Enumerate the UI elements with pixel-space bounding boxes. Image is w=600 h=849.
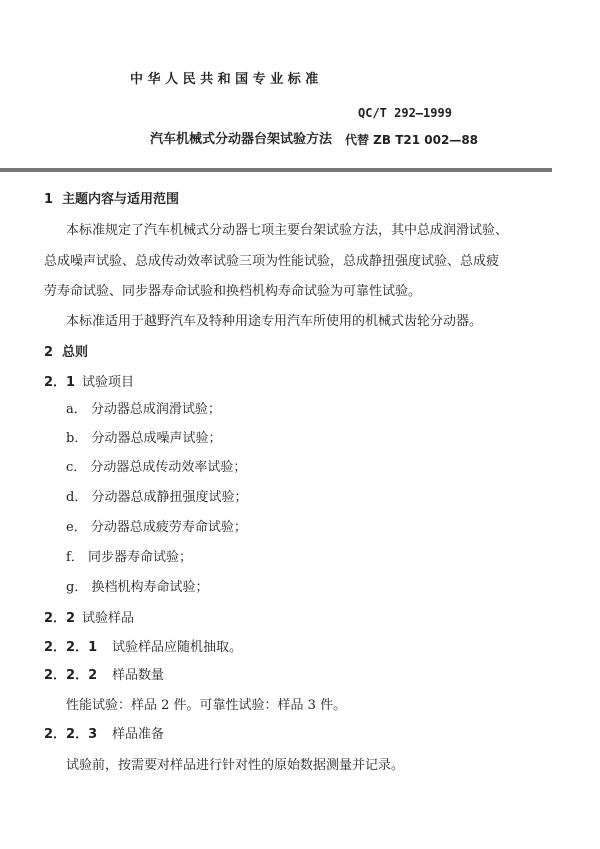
list-text: 分动器总成静扭强度试验； xyxy=(91,490,248,505)
section-1-number: 1 xyxy=(44,192,54,207)
replaces-note: 代替 ZB T21 002—88 xyxy=(345,133,479,147)
list-item xyxy=(66,520,247,536)
section-2-2-3-title: 样品准备 xyxy=(112,727,165,742)
section-2-number: 2 xyxy=(44,345,54,360)
section-2-2-1-title: 试验样品应随机抽取。 xyxy=(112,640,243,655)
list-label: a． xyxy=(66,402,87,417)
list-label: e． xyxy=(66,520,87,535)
paragraph-line: 总成噪声试验、总成传动效率试验三项为性能试验，总成静扭强度试验、总成疲 xyxy=(44,254,500,269)
list-item xyxy=(66,431,221,447)
section-2-2-2-number: 2．2．2 xyxy=(44,668,98,683)
section-2-2-number: 2．2 xyxy=(44,611,76,626)
list-item xyxy=(66,402,221,418)
section-2-2-2-title: 样品数量 xyxy=(112,668,165,683)
section-2-2-3-number: 2．2．3 xyxy=(44,727,98,742)
list-text: 分动器总成润滑试验； xyxy=(90,402,221,417)
section-1-title: 主题内容与适用范围 xyxy=(62,192,180,207)
list-item xyxy=(66,490,247,506)
list-text: 分动器总成噪声试验； xyxy=(91,431,222,446)
list-label: c． xyxy=(66,460,87,475)
section-2-2-1-number: 2．2．1 xyxy=(44,640,98,655)
list-text: 同步器寿命试验； xyxy=(87,550,192,565)
header-rule xyxy=(0,168,552,172)
document-title: 汽车机械式分动器台架试验方法 xyxy=(150,132,333,147)
standard-code: QC/T 292—1999 xyxy=(358,106,452,120)
list-label: g． xyxy=(66,580,88,595)
paragraph-line: 性能试验：样品 2 件。可靠性试验：样品 3 件。 xyxy=(66,698,347,713)
section-2-1-number: 2．1 xyxy=(44,375,76,390)
section-2-title: 总则 xyxy=(62,345,89,360)
list-item xyxy=(66,580,208,596)
paragraph-line: 本标准规定了汽车机械式分动器七项主要台架试验方法，其中总成润滑试验、 xyxy=(66,223,509,238)
paragraph-line: 劳寿命试验、同步器寿命试验和换档机构寿命试验为可靠性试验。 xyxy=(44,284,422,299)
list-text: 换档机构寿命试验； xyxy=(91,580,209,595)
paragraph-line: 本标准适用于越野汽车及特种用途专用汽车所使用的机械式齿轮分动器。 xyxy=(66,314,483,329)
section-2-1-title: 试验项目 xyxy=(82,375,135,390)
list-item xyxy=(66,460,246,476)
list-label: d． xyxy=(66,490,88,505)
list-label: b． xyxy=(66,431,88,446)
list-label: f． xyxy=(66,550,84,565)
org-heading: 中 华 人 民 共 和 国 专 业 标 准 xyxy=(130,72,319,87)
list-text: 分动器总成传动效率试验； xyxy=(90,460,247,475)
paragraph-line: 试验前，按需要对样品进行针对性的原始数据测量并记录。 xyxy=(66,758,405,773)
section-2-2-title: 试验样品 xyxy=(82,611,135,626)
list-text: 分动器总成疲劳寿命试验； xyxy=(90,520,247,535)
list-item xyxy=(66,550,192,566)
